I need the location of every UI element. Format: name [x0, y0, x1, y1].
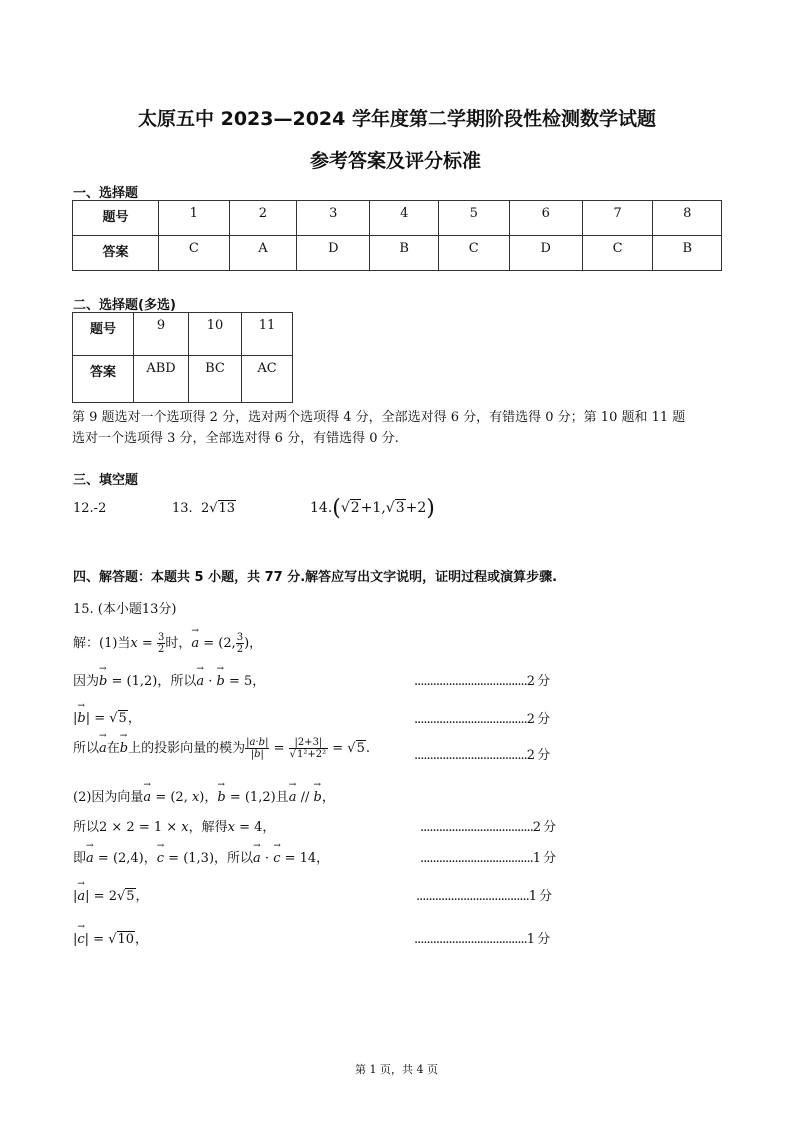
answer-cell: B — [370, 236, 439, 271]
question-number: 5 — [438, 201, 509, 236]
answer-cell: AC — [242, 356, 293, 403]
question-number: 2 — [229, 201, 297, 236]
solution-line-4: 所以→ a在→ b上的投影向量的模为 $\frac{|a\cdot b|}{|b|}$ = $\frac{|2+3|}{\text{√1²+2²}}$ = √5. — [73, 737, 370, 760]
answer-12: 12.-2 — [73, 501, 107, 516]
solution-line-7: 即→ a = (2,4)，→ c = (1,3)，所以→ a · → c = 14， — [73, 847, 329, 866]
answer-cell: D — [509, 236, 582, 271]
answer-cell: ABD — [134, 356, 189, 403]
scoring-note-line2: 选对一个选项得 3 分，全部选对得 6 分，有错选得 0 分. — [72, 431, 399, 446]
solution-line-9: |→ c| = √10， — [73, 928, 148, 947]
answer-cell: A — [229, 236, 297, 271]
answer-cell: C — [159, 236, 230, 271]
question-number: 4 — [370, 201, 439, 236]
section2-heading: 二、选择题(多选) — [73, 298, 176, 313]
section4-heading: 四、解答题：本题共 5 小题，共 77 分.解答应写出文字说明，证明过程或演算步骤. — [73, 570, 558, 585]
scoring-note-line1: 第 9 题选对一个选项得 2 分，选对两个选项得 4 分，全部选对得 6 分，有错选得 0 分；第 10 题和 11 题 — [72, 410, 686, 425]
question-number: 11 — [242, 313, 293, 356]
answer-cell: B — [653, 236, 722, 271]
question-number: 1 — [159, 201, 230, 236]
question-number: 7 — [582, 201, 653, 236]
question-number: 9 — [134, 313, 189, 356]
solution-line-2: 因为→ b = (1,2)，所以→ a · → b = 5， — [73, 670, 265, 689]
question-number: 3 — [297, 201, 370, 236]
section1-heading: 一、选择题 — [73, 186, 139, 201]
score-line-1: ....................................2 分 — [414, 674, 550, 689]
page-title: 太原五中 2023—2024 学年度第二学期阶段性检测数学试题 — [138, 108, 656, 130]
solution-line-8: |→ a| = 2√5， — [73, 885, 149, 904]
score-line-7: ....................................1 分 — [414, 932, 550, 947]
score-line-5: ....................................1 分 — [420, 851, 556, 866]
score-line-6: ....................................1 分 — [416, 889, 552, 904]
answer-cell: C — [438, 236, 509, 271]
question-number: 6 — [509, 201, 582, 236]
score-line-4: ....................................2 分 — [420, 820, 556, 835]
page-number: 第 1 页，共 4 页 — [355, 1063, 438, 1076]
solution-line-6: 所以2 × 2 = 1 × x，解得x = 4， — [73, 820, 276, 835]
table-row-label: 题号 — [73, 313, 134, 356]
answer-cell: BC — [189, 356, 242, 403]
question-number: 10 — [189, 313, 242, 356]
table-row-label: 答案 — [73, 236, 159, 271]
question-number: 8 — [653, 201, 722, 236]
table-row-label: 题号 — [73, 201, 159, 236]
answer-13: 13. 2√13 — [172, 501, 236, 516]
score-line-2: ....................................2 分 — [414, 712, 550, 727]
section3-heading: 三、填空题 — [73, 473, 139, 488]
answer-14: 14.(√2+1,√3+2) — [310, 496, 435, 521]
table-row-label: 答案 — [73, 356, 134, 403]
solution-line-1: 解：(1)当x = $\frac{3}{2}$ 时，→ a = (2, $\frac{3}{2}$ )， — [73, 632, 262, 655]
answer-cell: C — [582, 236, 653, 271]
answer-cell: D — [297, 236, 370, 271]
multi-choice-answer-table — [72, 312, 293, 403]
score-line-3: ....................................2 分 — [414, 748, 550, 763]
page-subtitle: 参考答案及评分标准 — [310, 150, 482, 172]
question-15-title: 15. (本小题13分) — [73, 602, 177, 617]
solution-line-5: (2)因为向量→ a = (2, x)，→ b = (1,2)且→ a // → b， — [73, 786, 335, 805]
solution-line-3: |→ b| = √5， — [73, 707, 141, 726]
single-choice-answer-table — [72, 200, 722, 271]
